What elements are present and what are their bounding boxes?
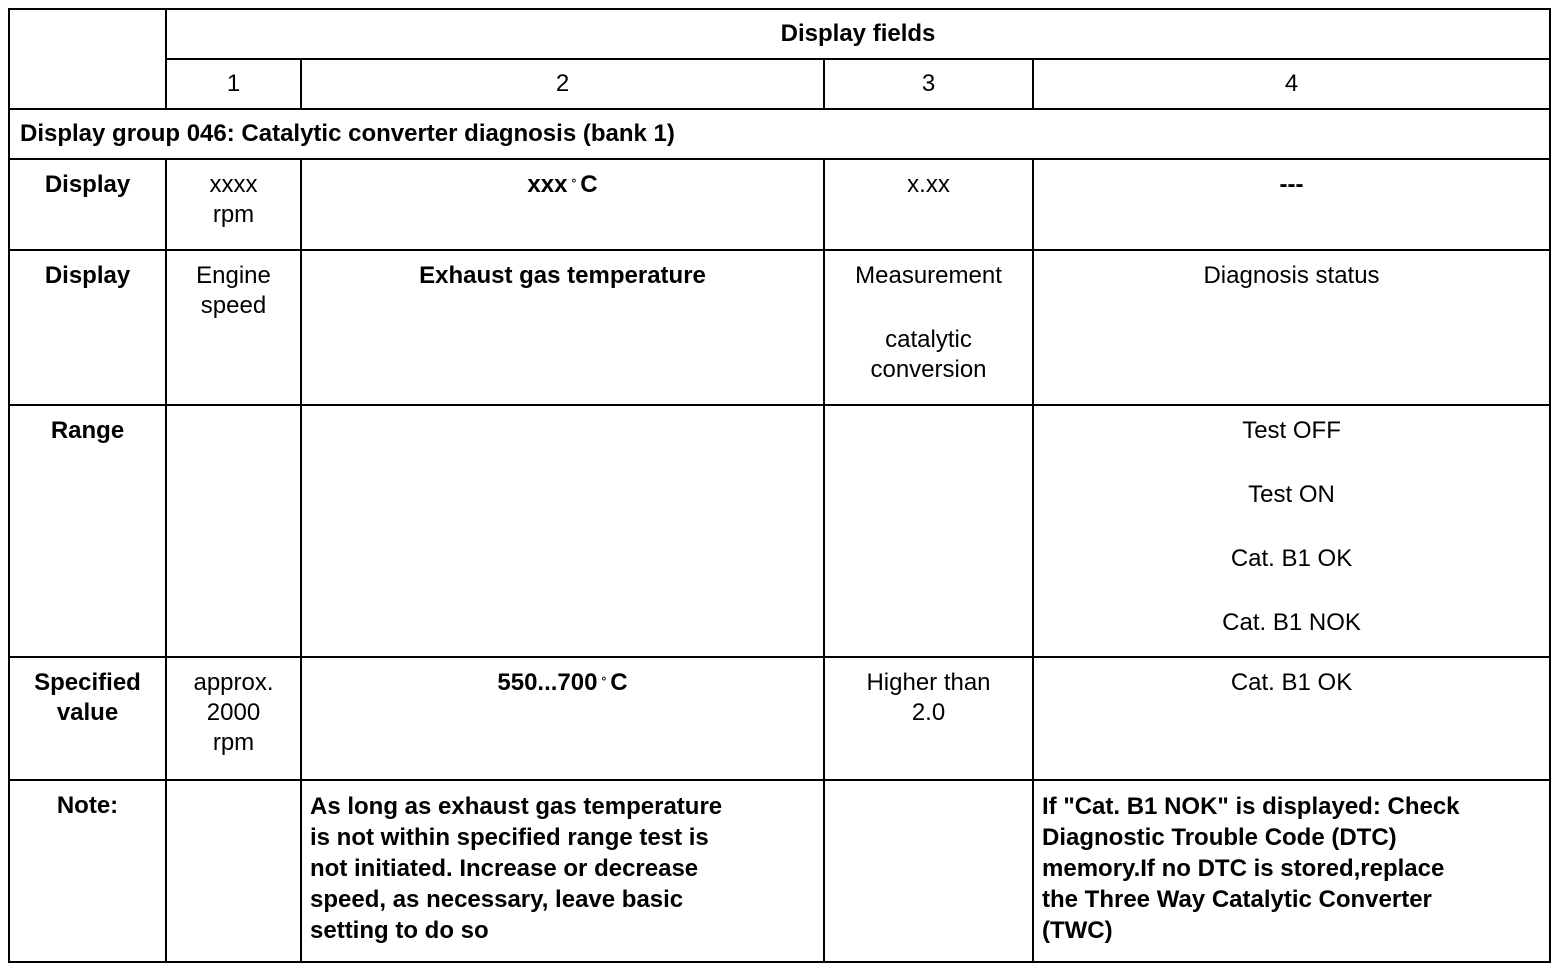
note-field-3 (824, 780, 1033, 962)
row-label-display: Display (9, 159, 166, 250)
note-line: memory.If no DTC is stored,replace (1042, 855, 1445, 882)
note-line: not initiated. Increase or decrease (310, 855, 699, 882)
specified-field-2-unit: C (610, 669, 628, 696)
range-option: Test ON (1248, 481, 1335, 508)
specified-field-1-line: 2000 (206, 699, 261, 726)
specified-field-2 (301, 657, 824, 780)
range-option: Cat. B1 NOK (1222, 609, 1361, 636)
display-fields-header: Display fields (166, 9, 1550, 59)
display-values-row (9, 159, 1550, 250)
specified-value-row (9, 657, 1550, 780)
name-field-3-line: Measurement (855, 262, 1002, 289)
range-field-4 (1033, 405, 1550, 657)
row-label-display: Display (9, 250, 166, 405)
row-label-range: Range (9, 405, 166, 657)
name-field-4: Diagnosis status (1033, 250, 1550, 405)
field-number-row (9, 59, 1550, 109)
corner-cell (9, 9, 166, 109)
name-field-1-line: speed (200, 292, 267, 319)
specified-field-1-line: approx. (193, 669, 274, 696)
specified-field-3 (824, 657, 1033, 780)
specified-field-4: Cat. B1 OK (1033, 657, 1550, 780)
note-row (9, 780, 1550, 962)
field-number-4: 4 (1033, 59, 1550, 109)
note-field-4 (1033, 780, 1550, 962)
display-names-row (9, 250, 1550, 405)
header-row (9, 9, 1550, 59)
specified-label-line: Specified (34, 669, 141, 696)
field-number-2: 2 (301, 59, 824, 109)
degree-symbol: ° (571, 176, 577, 190)
display-field-1 (166, 159, 301, 250)
degree-symbol: ° (601, 674, 607, 688)
display-field-2-unit: C (580, 171, 598, 198)
display-field-3: x.xx (824, 159, 1033, 250)
range-field-2 (301, 405, 824, 657)
name-field-3 (824, 250, 1033, 405)
range-row (9, 405, 1550, 657)
name-field-1-line: Engine (196, 262, 271, 289)
range-option: Cat. B1 OK (1230, 545, 1353, 572)
note-field-2 (301, 780, 824, 962)
row-label-specified-value (9, 657, 166, 780)
specified-field-3-line: Higher than (866, 669, 991, 696)
note-line: setting to do so (310, 917, 489, 944)
specified-field-1 (166, 657, 301, 780)
display-field-2-value: xxx (527, 171, 568, 198)
specified-field-2-value: 550...700 (497, 669, 598, 696)
note-line: the Three Way Catalytic Converter (1042, 886, 1432, 913)
row-label-note: Note: (9, 780, 166, 962)
name-field-2: Exhaust gas temperature (301, 250, 824, 405)
group-title-row (9, 109, 1550, 159)
specified-field-3-line: 2.0 (911, 699, 946, 726)
name-field-3-line: conversion (870, 356, 987, 383)
note-line: is not within specified range test is (310, 824, 709, 851)
field-number-1: 1 (166, 59, 301, 109)
note-field-1 (166, 780, 301, 962)
display-field-1-line: rpm (212, 201, 255, 228)
range-field-1 (166, 405, 301, 657)
range-option: Test OFF (1242, 417, 1341, 444)
specified-field-1-line: rpm (212, 729, 255, 756)
name-field-3-line: catalytic (885, 326, 972, 353)
note-line: speed, as necessary, leave basic (310, 886, 684, 913)
display-field-1-line: xxxx (209, 171, 258, 198)
note-line: Diagnostic Trouble Code (DTC) (1042, 824, 1397, 851)
field-number-3: 3 (824, 59, 1033, 109)
note-line: If "Cat. B1 NOK" is displayed: Check (1042, 793, 1460, 820)
note-line: As long as exhaust gas temperature (310, 793, 723, 820)
diagnosis-table (8, 8, 1551, 963)
group-title: Display group 046: Catalytic converter diagnosis (bank 1) (9, 109, 1550, 159)
specified-label-line: value (56, 699, 119, 726)
display-field-2 (301, 159, 824, 250)
name-field-1 (166, 250, 301, 405)
range-field-3 (824, 405, 1033, 657)
note-line: (TWC) (1042, 917, 1113, 944)
display-field-4: --- (1033, 159, 1550, 250)
